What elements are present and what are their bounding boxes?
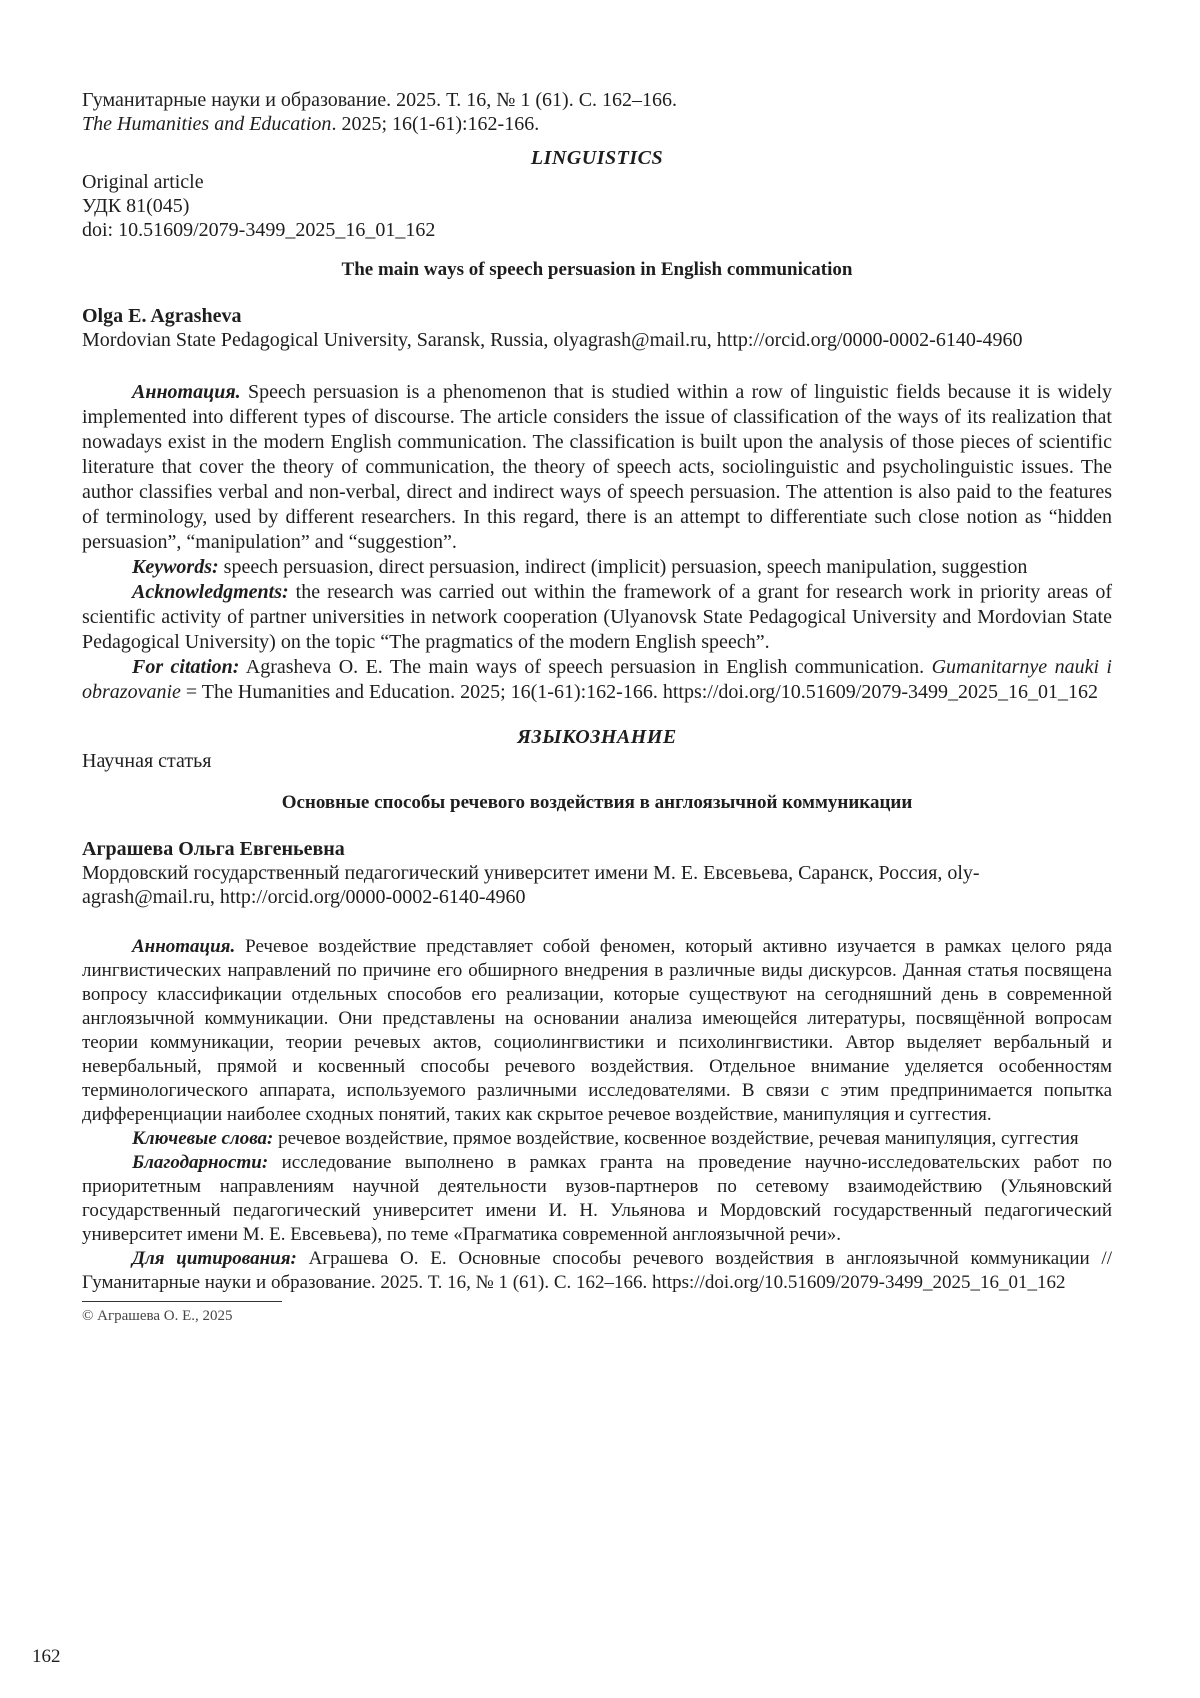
page-number: 162 [32, 1646, 61, 1667]
abstract-label-ru: Аннотация. [132, 936, 236, 957]
journal-reference-tail: . 2025; 16(1-61):162-166. [331, 113, 540, 135]
keywords-label-ru: Ключевые слова: [132, 1128, 274, 1149]
ack-label-en: Acknowledgments: [132, 581, 289, 603]
abstract-block-en [82, 380, 1112, 705]
ack-text-en: the research was carried out within the framework of a grant for research work in priority areas of scientific activity of partner universities in network cooperation (Ulyanovsk State Pedagogical University and Mordovian State Pedagogical University) on the topic “The pragmatics of the modern English speech”. [82, 581, 1112, 653]
section-heading-ru: ЯЗЫКОЗНАНИЕ [517, 726, 677, 748]
article-title-ru: Основные способы речевого воздействия в англоязычной коммуникации [281, 792, 913, 813]
journal-reference-ru: Гуманитарные науки и образование. 2025. Т. 16, № 1 (61). С. 162–166. [82, 89, 678, 111]
keywords-en [82, 555, 1112, 580]
section-heading-en: LINGUISTICS [530, 147, 664, 169]
citation-en [82, 655, 1112, 705]
journal-reference-en [82, 112, 1112, 136]
abstract-text-en: Speech persuasion is a phenomenon that is studied within a row of linguistic fields because it is widely implemented into different types of discourse. The article considers the issue of classification of the ways of its realization that nowadays exist in the modern English communication. The classification is built upon the analysis of those pieces of scientific literature that cover the theory of communication, the theory of speech acts, sociolinguistic and psycholinguistic issues. The author classifies verbal and non-verbal, direct and indirect ways of speech persuasion. The attention is also paid to the features of terminology, used by different researchers. In this regard, there is an attempt to differentiate such close notion as “hidden persuasion”, “manipulation” and “suggestion”. [82, 381, 1113, 553]
keywords-label-en: Keywords: [132, 556, 219, 578]
abstract-label-en: Аннотация. [132, 381, 241, 403]
keywords-text-ru: речевое воздействие, прямое воздействие, косвенное воздействие, речевая манипуляция, суггестия [278, 1128, 1079, 1149]
cite-post-en: = The Humanities and Education. 2025; 16(1-61):162-166. https://doi.org/10.51609/2079-3499_2025_16_01_162 [185, 681, 1099, 703]
article-page [82, 88, 1112, 1326]
article-type-ru: Научная статья [82, 750, 212, 772]
article-type-en: Original article [82, 171, 204, 193]
cite-label-en: For citation: [132, 656, 240, 678]
keywords-text-en: speech persuasion, direct persuasion, indirect (implicit) persuasion, speech manipulation, suggestion [223, 556, 1028, 578]
author-affiliation-en: Mordovian State Pedagogical University, Saransk, Russia, olyagrash@mail.ru, http://orcid.org/0000-0002-6140-4960 [82, 329, 1023, 351]
article-title-en: The main ways of speech persuasion in English communication [341, 259, 853, 280]
citation-ru [82, 1247, 1112, 1295]
doi-link[interactable]: doi: 10.51609/2079-3499_2025_16_01_162 [82, 219, 436, 241]
cite-journal-en: Gumanitarnye nauki i obrazovanie [82, 656, 1112, 703]
keywords-ru [82, 1127, 1112, 1151]
abstract-block-ru [82, 935, 1112, 1295]
abstract-en [82, 380, 1112, 555]
acknowledgments-en [82, 580, 1112, 655]
copyright-note: © Аграшева О. Е., 2025 [82, 1308, 233, 1324]
author-affiliation-ru: Мордовский государственный педагогический университет имени М. Е. Евсевьева, Саранск, Россия, oly-agrash@mail.ru, http://orcid.org/0000-0002-6140-4960 [82, 862, 980, 908]
ack-text-ru: исследование выполнено в рамках гранта на проведение научно-исследовательских работ по приоритетным направлениям научной деятельности вузов-партнеров по сетевому взаимодействию (Ульяновский государственный педагогический университет имени И. Н. Ульянова и Мордовский государственный педагогический университет имени М. Е. Евсевьева), по теме «Прагматика современной англоязычной речи». [82, 1152, 1112, 1245]
author-name-en: Olga E. Agrasheva [82, 305, 242, 327]
journal-title-en: The Humanities and Education [82, 113, 332, 135]
abstract-ru [82, 935, 1112, 1127]
acknowledgments-ru [82, 1151, 1112, 1247]
abstract-text-ru: Речевое воздействие представляет собой феномен, который активно изучается в рамках целого ряда лингвистических направлений по причине его обширного внедрения в различные виды дискурсов. Данная статья посвящена вопросу классификации отдельных способов его реализации, которые существуют на сегодняшний день в современной англоязычной коммуникации. Они представлены на основании анализа имеющейся литературы, посвящённой вопросам теории коммуникации, теории речевых актов, социолингвистики и психолингвистики. Автор выделяет вербальный и невербальный, прямой и косвенный способы речевого воздействия. Отдельное внимание уделяется особенностям терминологического аппарата, используемого различными исследователями. В связи с этим предпринимается попытка дифференциации наиболее сходных понятий, таких как скрытое речевое воздействие, манипуляция и суггестия. [82, 936, 1112, 1125]
cite-pre-en: Agrasheva O. E. The main ways of speech persuasion in English communication. [245, 656, 925, 678]
udk-code: УДК 81(045) [82, 195, 190, 217]
ack-label-ru: Благодарности: [132, 1152, 269, 1173]
author-name-ru: Аграшева Ольга Евгеньевна [82, 838, 345, 860]
cite-text-ru: Аграшева О. Е. Основные способы речевого воздействия в англоязычной коммуникации // Гуманитарные науки и образование. 2025. Т. 16, № 1 (61). С. 162–166. https://doi.org/10.51609/2079-3499_2025_16_01_162 [82, 1248, 1112, 1293]
footnote-divider [82, 1301, 282, 1302]
cite-label-ru: Для цитирования: [132, 1248, 297, 1269]
